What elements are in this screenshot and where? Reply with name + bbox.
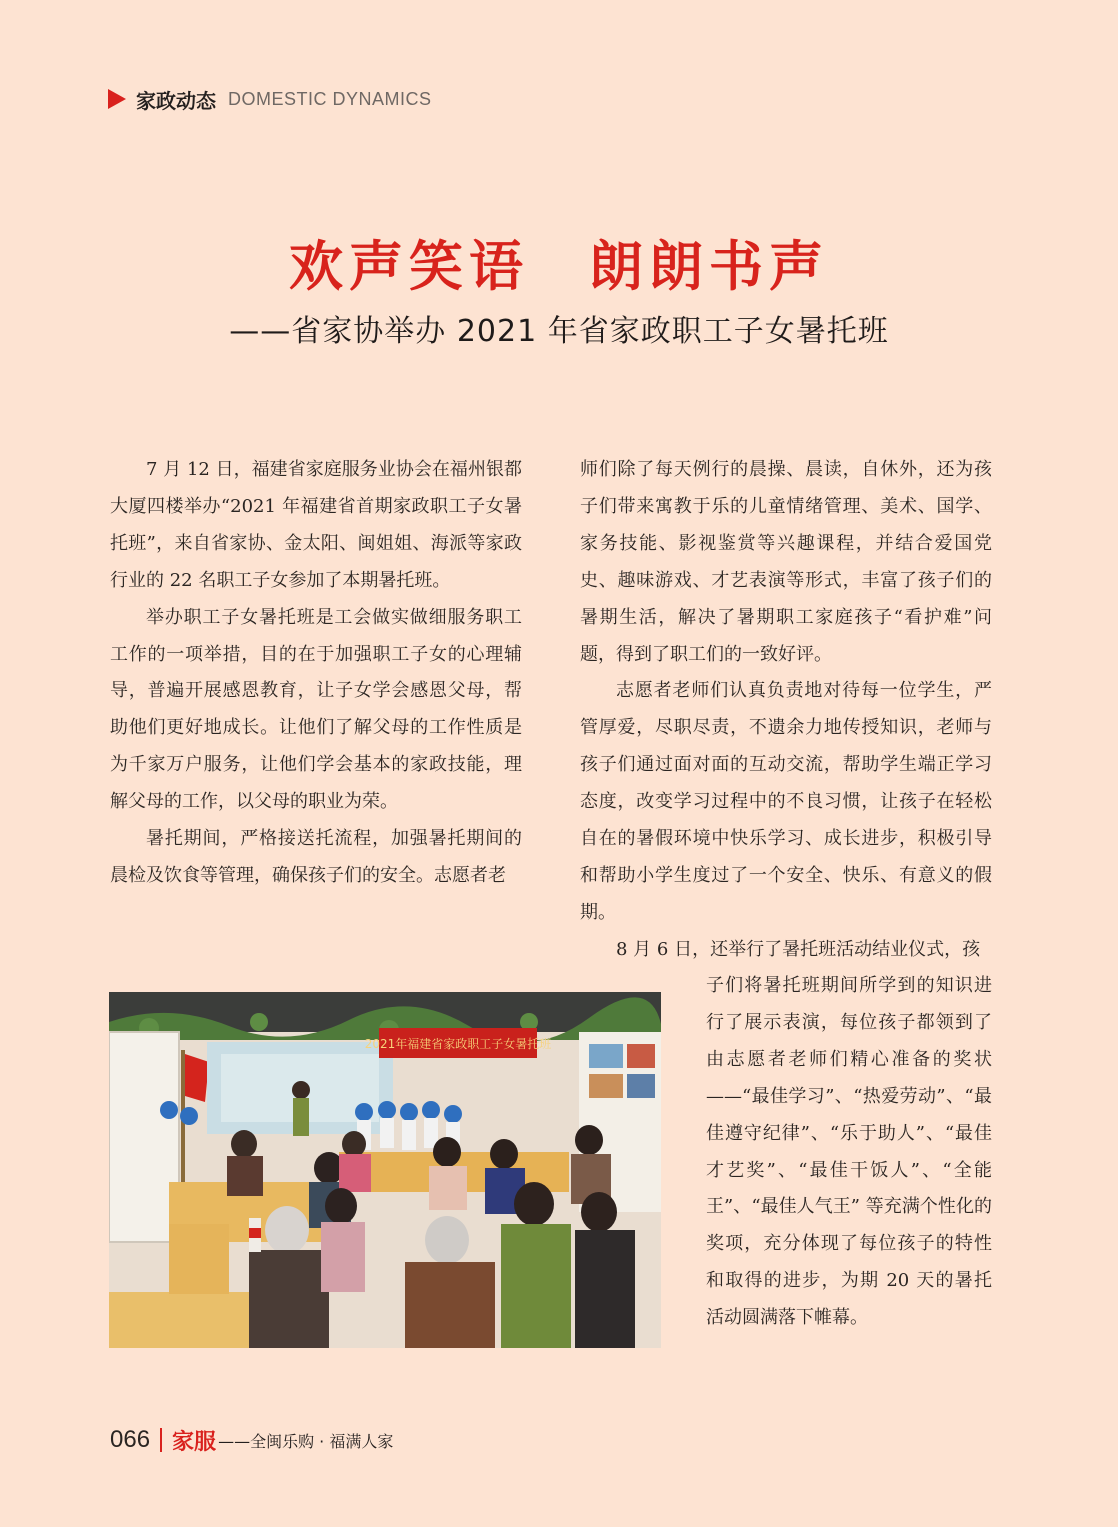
paragraph: 举办职工子女暑托班是工会做实做细服务职工工作的一项举措，目的在于加强职工子女的心理辅导，普遍开展感恩教育，让子女学会感恩父母，帮助他们更好地成长。让他们了解父母的工作性质是为千家万户服务，让他们学会基本的家政技能，理解父母的工作，以父母的职业为荣。 [110, 606, 522, 813]
page-number: 066 [110, 1426, 151, 1453]
left-column [110, 452, 522, 895]
article-title: 欢声笑语 朗朗书声 [289, 234, 829, 298]
photo-banner-text: 2021年福建省家政职工子女暑托班 [364, 1037, 552, 1051]
section-title-en: DOMESTIC DYNAMICS [228, 88, 432, 109]
paragraph: 7 月 12 日，福建省家庭服务业协会在福州银都大厦四楼举办“2021 年福建省首期家政职工子女暑托班”，来自省家协、金太阳、闽姐姐、海派等家政行业的 22 名职工子女参加了本期暑托班。 [110, 459, 522, 591]
classroom-photo-illustration [109, 992, 661, 1348]
paragraph: 师们除了每天例行的晨操、晨读，自休外，还为孩子们带来寓教于乐的儿童情绪管理、美术、国学、家务技能、影视鉴赏等兴趣课程，并结合爱国党史、趣味游戏、才艺表演等形式，丰富了孩子们的暑期生活，解决了暑期职工家庭孩子“看护难”问题，得到了职工们的一致好评。 [580, 459, 992, 665]
magazine-slogan: ——全闽乐购 · 福满人家 [218, 1431, 394, 1451]
paragraph: 暑托期间，严格接送托流程，加强暑托期间的晨检及饮食等管理，确保孩子们的安全。志愿者老 [110, 828, 522, 886]
magazine-name: 家服 [172, 1429, 217, 1455]
paragraph: 8 月 6 日，还举行了暑托班活动结业仪式，孩 [616, 938, 981, 960]
article-subtitle: ——省家协举办 2021 年省家政职工子女暑托班 [229, 314, 889, 349]
page-footer [110, 1424, 393, 1456]
paragraph: 志愿者老师们认真负责地对待每一位学生，严管厚爱，尽职尽责，不遗余力地传授知识，老师与孩子们通过面对面的互动交流，帮助学生端正学习态度，改变学习过程中的不良习惯，让孩子在轻松自在的暑假环境中快乐学习、成长进步，积极引导和帮助小学生度过了一个安全、快乐、有意义的假期。 [580, 680, 992, 923]
right-column [580, 452, 992, 969]
event-photo [109, 992, 661, 1348]
paragraph: 子们将暑托班期间所学到的知识进行了展示表演，每位孩子都领到了由志愿者老师们精心准备的奖状——“最佳学习”、“热爱劳动”、“最佳遵守纪律”、“乐于助人”、“最佳才艺奖”、“最佳干饭人”、“全能王”、“最佳人气王” 等充满个性化的奖项，充分体现了每位孩子的特性和取得的进步，为期 20 天的暑托活动圆满落下帷幕。 [706, 975, 992, 1329]
section-title-cn: 家政动态 [136, 88, 216, 113]
triangle-marker-icon [108, 89, 126, 109]
section-header [108, 84, 432, 114]
right-column-continued [706, 968, 992, 1337]
footer-divider [160, 1428, 162, 1452]
